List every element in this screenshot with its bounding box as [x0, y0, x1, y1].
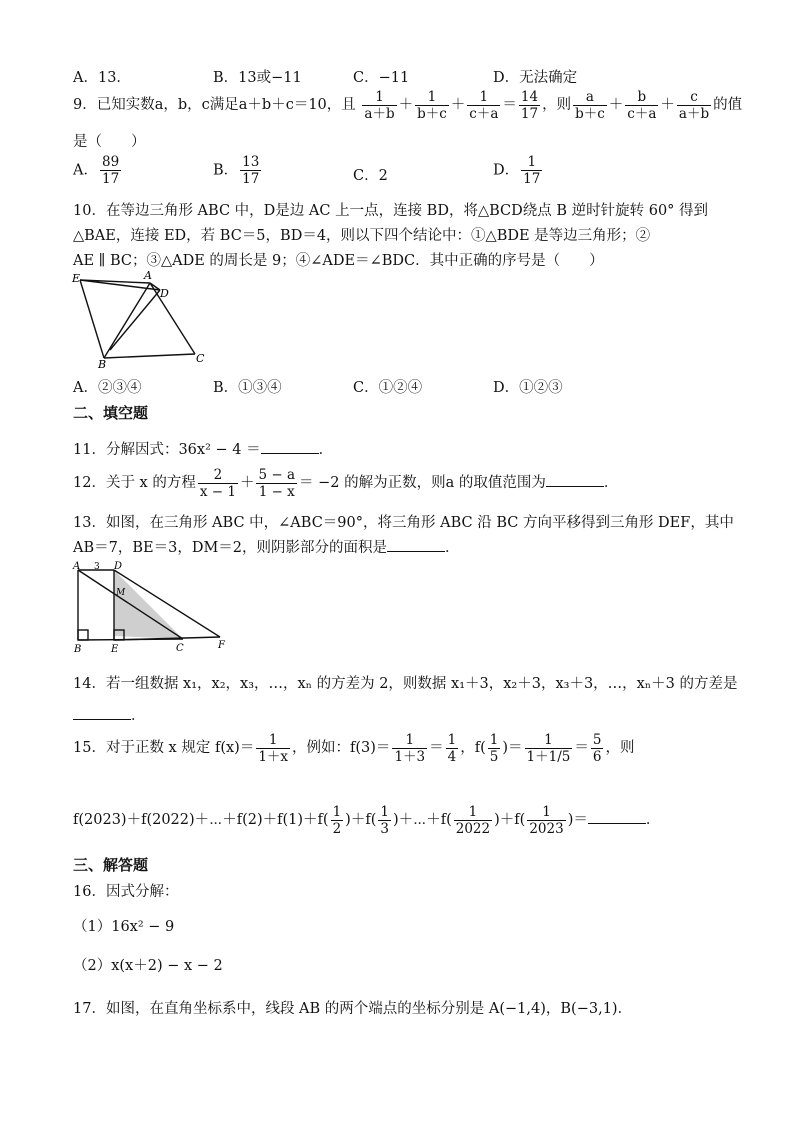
- q16-part1: （1）16x² − 9: [73, 919, 175, 935]
- q9-option-d: D． $\frac{1}{17}$: [493, 154, 541, 187]
- q8-option-b: B．13或−11: [213, 70, 302, 86]
- q11: 11．分解因式：36x² − 4 ＝ ．: [73, 438, 333, 459]
- q13-label-a: A: [73, 561, 81, 572]
- q10-option-a: A．②③④: [73, 380, 142, 396]
- q13-label-f: F: [218, 640, 225, 651]
- q13-label-d: D: [114, 561, 123, 572]
- q13-line2: AB＝7，BE＝3，DM＝2，则阴影部分的面积是 ．: [73, 536, 460, 557]
- q14-line1: 14．若一组数据 x₁，x₂，x₃，…，xₙ 的方差为 2，则数据 x₁＋3，x₂＋3，x₃＋3，…，xₙ＋3 的方差是: [73, 676, 738, 692]
- q10-option-d: D．①②③: [493, 380, 563, 396]
- q13-label-e: E: [111, 644, 119, 655]
- section-fill-in-title: 二、填空题: [73, 404, 149, 422]
- q15-line1: 15．对于正数 x 规定 f(x)＝ $\frac{1}{1+x}$ ，例如：f(3)＝ $\frac{1}{1+3}$ ＝ $\frac{1}{4}$ ，f( $\frac{1}{5}$ )＝ $\frac{1}{1+1/5}$ ＝ $\frac{5}{6}$ ，则: [73, 731, 635, 765]
- q9-option-c: C．2: [353, 168, 388, 184]
- q10-label-c: C: [196, 352, 205, 365]
- q13-label-m: M: [116, 588, 126, 598]
- q8-option-d: D．无法确定: [493, 70, 578, 86]
- q10-label-a: A: [144, 270, 152, 282]
- section-answer-title: 三、解答题: [73, 856, 149, 874]
- q17: 17．如图，在直角坐标系中，线段 AB 的两个端点的坐标分别是 A(−1,4)，B(−3,1)．: [73, 1001, 633, 1017]
- q10-line1: 10．在等边三角形 ABC 中，D是边 AC 上一点，连接 BD，将△BCD绕点 B 逆时针旋转 60° 得到: [73, 203, 709, 219]
- q14-line2: ．: [73, 704, 146, 725]
- q10-option-c: C．①②④: [353, 380, 423, 396]
- q9-option-b: B． $\frac{13}{17}$: [213, 154, 260, 187]
- shaded-region: [114, 570, 183, 639]
- q8-option-c: C．−11: [353, 70, 410, 86]
- q13-label-b: B: [74, 644, 82, 655]
- q15-line2: f(2023)＋f(2022)＋⋯＋f(2)＋f(1)＋f( $\frac{1}{2}$ )＋f( $\frac{1}{3}$ )＋⋯＋f( $\frac{1}{2022}$ )＋f( $\frac{1}{2023}$ )＝ ．: [73, 803, 661, 837]
- q10-label-d: D: [160, 287, 169, 300]
- q10-option-b: B．①③④: [213, 380, 282, 396]
- q9-stem: 9．已知实数a，b，c满足a＋b＋c＝10，且 $\frac{1}{a+b}$ ＋ $\frac{1}{b+c}$ ＋ $\frac{1}{c+a}$ ＝ $\frac{14}{17}$ ，则 $\frac{a}{b+c}$ ＋ $\frac{b}{c+a}$ ＋ $\frac{c}{a+b}$ 的值: [73, 88, 743, 122]
- q10-line2: △BAE，连接 ED，若 BC＝5，BD＝4，则以下四个结论中：①△BDE 是等边三角形；②: [73, 228, 651, 244]
- q13-line1: 13．如图，在三角形 ABC 中，∠ABC＝90°，将三角形 ABC 沿 BC 方向平移得到三角形 DEF，其中: [73, 515, 734, 531]
- q9-option-a: A． $\frac{89}{17}$: [73, 154, 120, 187]
- q9-line2: 是（ ）: [73, 134, 146, 150]
- q13-figure: [70, 560, 230, 655]
- q10-line3: AE ∥ BC；③△ADE 的周长是 9；④∠ADE＝∠BDC．其中正确的序号是（ ）: [73, 253, 604, 269]
- q8-option-a: A．13．: [73, 70, 131, 86]
- q10-label-e: E: [72, 272, 81, 285]
- q16-part2: （2）x(x＋2) − x − 2: [73, 958, 223, 974]
- q16-title: 16．因式分解：: [73, 884, 179, 900]
- q12: 12．关于 x 的方程 $\frac{2}{x - 1}$ ＋ $\frac{5 - a}{1 - x}$ ＝ −2 的解为正数，则a 的取值范围为 ．: [73, 466, 619, 500]
- q13-label-three: 3: [94, 562, 100, 572]
- q10-label-b: B: [98, 358, 107, 370]
- q13-label-c: C: [176, 643, 184, 654]
- q10-figure: [70, 270, 215, 370]
